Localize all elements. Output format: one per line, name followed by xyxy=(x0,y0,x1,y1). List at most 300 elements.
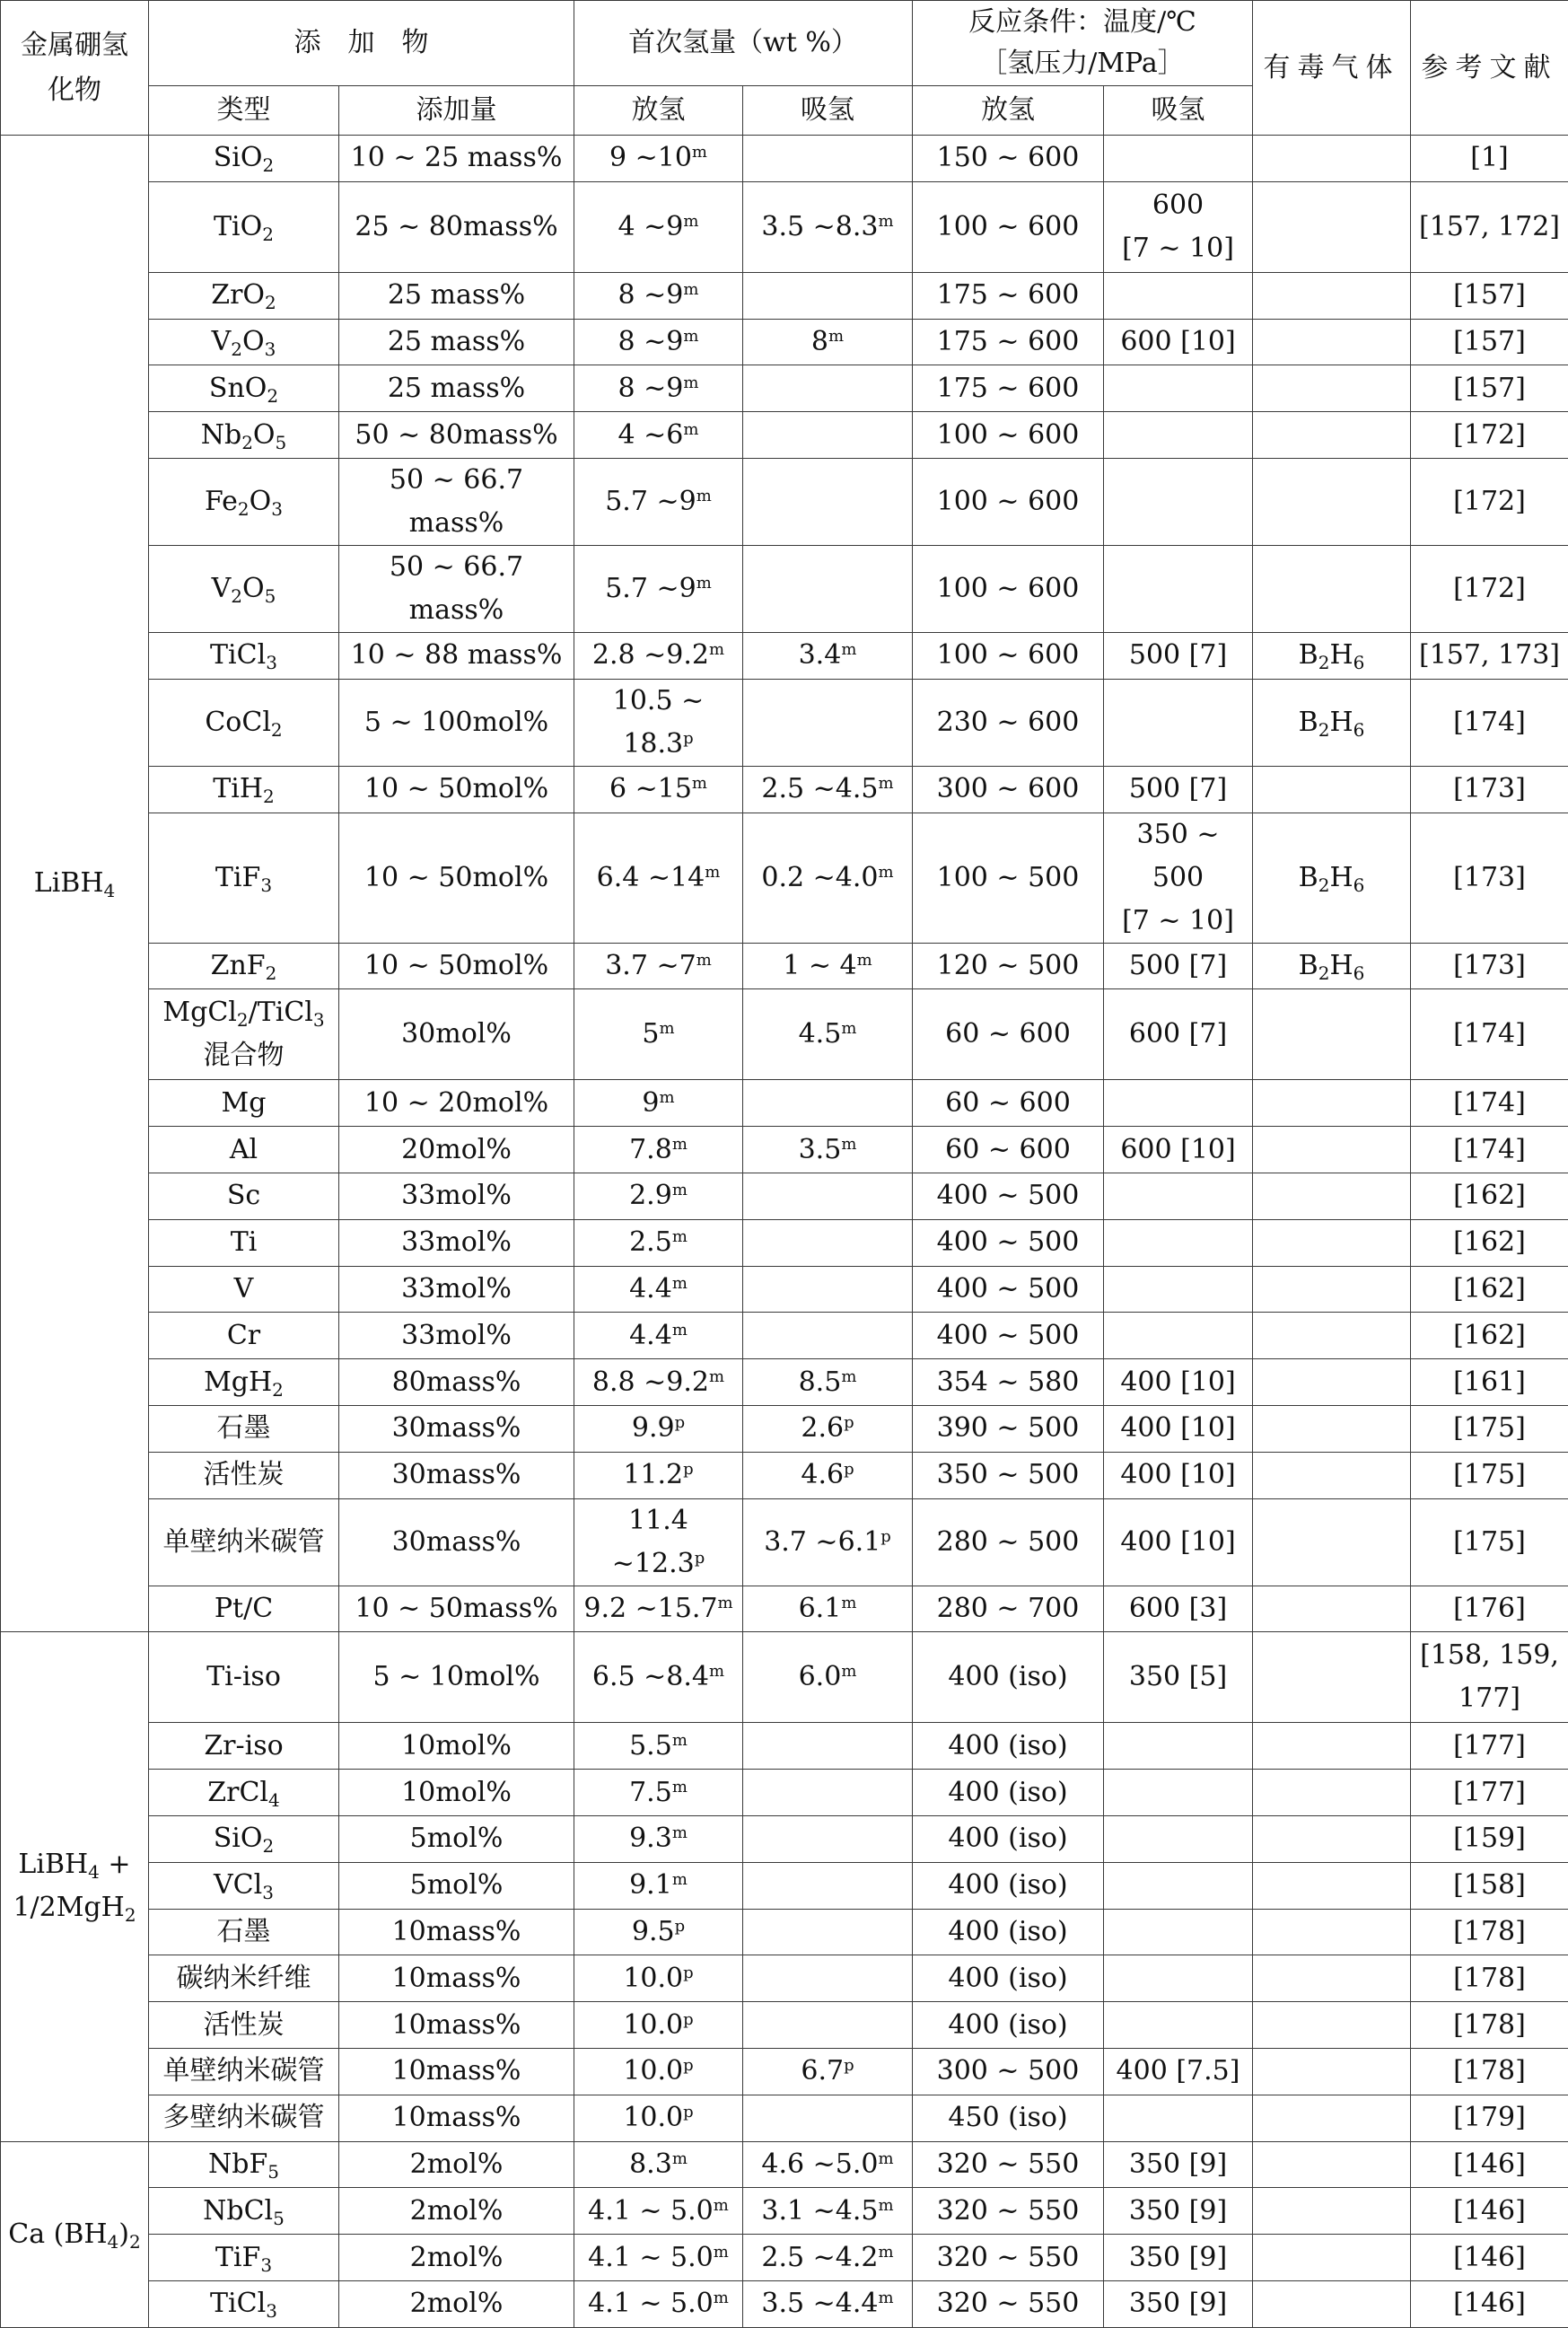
absorb-condition xyxy=(1104,1815,1253,1862)
release-condition: 320 ~ 550 xyxy=(913,2141,1104,2188)
table-body xyxy=(1,136,1568,2328)
release-capacity: 8 ~9$^m$ xyxy=(574,365,743,412)
additive-amount: 30mol% xyxy=(339,989,574,1080)
release-capacity: 2.8 ~9.2$^m$ xyxy=(574,632,743,679)
borohydride-group-name: Ca $(BH_4)_2$ xyxy=(1,2141,149,2327)
toxic-gas xyxy=(1253,1452,1411,1498)
release-capacity: 9.3$^m$ xyxy=(574,1815,743,1862)
reference: [157, 172] xyxy=(1411,181,1568,272)
toxic-gas xyxy=(1253,1080,1411,1127)
absorb-capacity: 8.5$^m$ xyxy=(743,1359,913,1406)
release-condition: 100 ~ 600 xyxy=(913,412,1104,459)
header-conditions-line2: ［氢压力/MPa］ xyxy=(916,43,1248,84)
header-absorb-condition: 吸氢 xyxy=(1104,86,1253,136)
additive-type: 活性炭 xyxy=(149,2002,339,2049)
reference: [162] xyxy=(1411,1266,1568,1313)
absorb-capacity xyxy=(743,272,913,319)
additive-amount: 33mol% xyxy=(339,1266,574,1313)
absorb-capacity: 4.6 ~5.0$^m$ xyxy=(743,2141,913,2188)
table-row xyxy=(1,943,1568,989)
table-row xyxy=(1,365,1568,412)
absorb-condition xyxy=(1104,1770,1253,1816)
absorb-condition xyxy=(1104,2002,1253,2049)
additive-type: CoCl$_2$ xyxy=(149,679,339,766)
reference: [158, 159, 177] xyxy=(1411,1632,1568,1723)
absorb-capacity: 6.1$^m$ xyxy=(743,1586,913,1632)
reference: [157] xyxy=(1411,365,1568,412)
additive-type: MgCl$_2$/TiCl$_3$ 混合物 xyxy=(149,989,339,1080)
additive-amount: 30mass% xyxy=(339,1498,574,1586)
absorb-capacity xyxy=(743,1770,913,1816)
toxic-gas xyxy=(1253,458,1411,545)
additive-type: SiO$_2$ xyxy=(149,136,339,182)
release-condition: 100 ~ 600 xyxy=(913,458,1104,545)
absorb-condition: 350 ~ 500 [7 ~ 10] xyxy=(1104,813,1253,943)
additive-type: Mg xyxy=(149,1080,339,1127)
release-capacity: 4.4$^m$ xyxy=(574,1313,743,1359)
reference: [178] xyxy=(1411,1909,1568,1955)
reference: [173] xyxy=(1411,943,1568,989)
table-row xyxy=(1,1498,1568,1586)
absorb-condition: 350 [5] xyxy=(1104,1632,1253,1723)
release-capacity: 4.4$^m$ xyxy=(574,1266,743,1313)
toxic-gas xyxy=(1253,1173,1411,1219)
additive-type: ZrO$_2$ xyxy=(149,272,339,319)
absorb-condition: 500 [7] xyxy=(1104,632,1253,679)
additive-amount: 20mol% xyxy=(339,1127,574,1173)
toxic-gas xyxy=(1253,1586,1411,1632)
release-condition: 100 ~ 600 xyxy=(913,632,1104,679)
additive-amount: 25 mass% xyxy=(339,272,574,319)
additive-type: $Fe_2O_3$ xyxy=(149,458,339,545)
release-condition: 175 ~ 600 xyxy=(913,272,1104,319)
release-capacity: 8 ~9$^m$ xyxy=(574,319,743,365)
toxic-gas xyxy=(1253,1219,1411,1266)
release-capacity: 9$^m$ xyxy=(574,1080,743,1127)
header-additive: 添 加 物 xyxy=(149,1,574,86)
release-condition: 354 ~ 580 xyxy=(913,1359,1104,1406)
absorb-condition xyxy=(1104,1909,1253,1955)
absorb-capacity: 2.6$^p$ xyxy=(743,1405,913,1452)
toxic-gas: $B_2H_6$ xyxy=(1253,943,1411,989)
absorb-capacity xyxy=(743,1815,913,1862)
absorb-condition xyxy=(1104,1955,1253,2002)
additive-amount: 33mol% xyxy=(339,1219,574,1266)
additive-amount: 2mol% xyxy=(339,2188,574,2235)
header-conditions xyxy=(913,1,1253,86)
header-reference: 参考文献 xyxy=(1411,1,1568,136)
additive-amount: 10 ~ 50mass% xyxy=(339,1586,574,1632)
reference: [174] xyxy=(1411,1080,1568,1127)
additive-amount: 33mol% xyxy=(339,1313,574,1359)
reference: [157] xyxy=(1411,272,1568,319)
toxic-gas xyxy=(1253,319,1411,365)
additive-type: NbCl$_5$ xyxy=(149,2188,339,2235)
toxic-gas xyxy=(1253,1909,1411,1955)
absorb-condition: 350 [9] xyxy=(1104,2235,1253,2281)
release-capacity: 5.5$^m$ xyxy=(574,1723,743,1770)
release-condition: 400 (iso) xyxy=(913,2002,1104,2049)
additive-type: VCl$_3$ xyxy=(149,1862,339,1909)
additive-type: V xyxy=(149,1266,339,1313)
release-capacity: 4.1 ~ 5.0$^m$ xyxy=(574,2235,743,2281)
additive-amount: 25 ~ 80mass% xyxy=(339,181,574,272)
absorb-capacity: 1 ~ 4$^m$ xyxy=(743,943,913,989)
release-capacity: 10.0$^p$ xyxy=(574,2002,743,2049)
reference: [157] xyxy=(1411,319,1568,365)
release-condition: 400 (iso) xyxy=(913,1862,1104,1909)
release-capacity: 5$^m$ xyxy=(574,989,743,1080)
release-condition: 60 ~ 600 xyxy=(913,989,1104,1080)
absorb-condition xyxy=(1104,136,1253,182)
additive-amount: 10mol% xyxy=(339,1770,574,1816)
reference: [146] xyxy=(1411,2235,1568,2281)
additive-amount: 10mass% xyxy=(339,2095,574,2141)
additive-amount: 10mass% xyxy=(339,1955,574,2002)
absorb-capacity xyxy=(743,545,913,632)
absorb-capacity xyxy=(743,1313,913,1359)
table-row xyxy=(1,1815,1568,1862)
additive-type: $Nb_2O_5$ xyxy=(149,412,339,459)
reference: [174] xyxy=(1411,989,1568,1080)
table-row xyxy=(1,679,1568,766)
absorb-condition xyxy=(1104,545,1253,632)
absorb-capacity: 8$^m$ xyxy=(743,319,913,365)
table-row xyxy=(1,766,1568,813)
additive-type: $V_2O_5$ xyxy=(149,545,339,632)
additive-amount: 5mol% xyxy=(339,1815,574,1862)
additive-type: Ti xyxy=(149,1219,339,1266)
release-capacity: 4 ~6$^m$ xyxy=(574,412,743,459)
additive-type: 多壁纳米碳管 xyxy=(149,2095,339,2141)
release-capacity: 9.9$^p$ xyxy=(574,1405,743,1452)
absorb-capacity: 0.2 ~4.0$^m$ xyxy=(743,813,913,943)
absorb-capacity xyxy=(743,1173,913,1219)
additive-amount: 10 ~ 50mol% xyxy=(339,813,574,943)
toxic-gas xyxy=(1253,2188,1411,2235)
absorb-condition xyxy=(1104,1173,1253,1219)
release-capacity: 10.0$^p$ xyxy=(574,2095,743,2141)
absorb-condition: 350 [9] xyxy=(1104,2141,1253,2188)
header-first-hydrogen: 首次氢量（wt %） xyxy=(574,1,913,86)
table-row xyxy=(1,136,1568,182)
table-row xyxy=(1,1127,1568,1173)
release-condition: 120 ~ 500 xyxy=(913,943,1104,989)
release-condition: 400 (iso) xyxy=(913,1909,1104,1955)
release-capacity: 9.1$^m$ xyxy=(574,1862,743,1909)
reference: [157, 173] xyxy=(1411,632,1568,679)
absorb-condition: 600 [3] xyxy=(1104,1586,1253,1632)
borohydride-group-name: LiBH$_4$ + 1/2MgH$_2$ xyxy=(1,1632,149,2141)
absorb-capacity: 6.7$^p$ xyxy=(743,2048,913,2095)
absorb-condition xyxy=(1104,1723,1253,1770)
release-capacity: 9 ~10$^m$ xyxy=(574,136,743,182)
header-toxic-gas: 有毒气体 xyxy=(1253,1,1411,136)
additive-amount: 10mass% xyxy=(339,2048,574,2095)
absorb-condition xyxy=(1104,679,1253,766)
table-row xyxy=(1,1955,1568,2002)
release-condition: 100 ~ 600 xyxy=(913,181,1104,272)
toxic-gas xyxy=(1253,1127,1411,1173)
toxic-gas xyxy=(1253,2002,1411,2049)
release-capacity: 7.8$^m$ xyxy=(574,1127,743,1173)
reference: [176] xyxy=(1411,1586,1568,1632)
release-condition: 400 ~ 500 xyxy=(913,1266,1104,1313)
additive-amount: 5 ~ 100mol% xyxy=(339,679,574,766)
additive-type: MgH$_2$ xyxy=(149,1359,339,1406)
additive-amount: 50 ~ 66.7 mass% xyxy=(339,545,574,632)
additive-amount: 10 ~ 25 mass% xyxy=(339,136,574,182)
absorb-capacity: 6.0$^m$ xyxy=(743,1632,913,1723)
additive-type: 石墨 xyxy=(149,1405,339,1452)
release-capacity: 7.5$^m$ xyxy=(574,1770,743,1816)
additive-type: 石墨 xyxy=(149,1909,339,1955)
reference: [178] xyxy=(1411,2048,1568,2095)
toxic-gas xyxy=(1253,412,1411,459)
absorb-capacity: 4.5$^m$ xyxy=(743,989,913,1080)
additive-amount: 30mass% xyxy=(339,1452,574,1498)
absorb-capacity xyxy=(743,1266,913,1313)
toxic-gas xyxy=(1253,1723,1411,1770)
absorb-capacity: 2.5 ~4.2$^m$ xyxy=(743,2235,913,2281)
reference: [178] xyxy=(1411,2002,1568,2049)
absorb-condition: 600 [10] xyxy=(1104,1127,1253,1173)
release-capacity: 4.1 ~ 5.0$^m$ xyxy=(574,2188,743,2235)
release-condition: 400 ~ 500 xyxy=(913,1313,1104,1359)
reference: [173] xyxy=(1411,813,1568,943)
additive-type: TiO$_2$ xyxy=(149,181,339,272)
release-condition: 400 (iso) xyxy=(913,1955,1104,2002)
toxic-gas xyxy=(1253,1359,1411,1406)
reference: [174] xyxy=(1411,679,1568,766)
absorb-condition: 400 [7.5] xyxy=(1104,2048,1253,2095)
table-row xyxy=(1,1723,1568,1770)
additive-amount: 50 ~ 66.7 mass% xyxy=(339,458,574,545)
toxic-gas xyxy=(1253,1313,1411,1359)
table-row xyxy=(1,2141,1568,2188)
additive-type: 单壁纳米碳管 xyxy=(149,2048,339,2095)
absorb-capacity: 3.5 ~8.3$^m$ xyxy=(743,181,913,272)
additive-amount: 10 ~ 20mol% xyxy=(339,1080,574,1127)
table-row xyxy=(1,989,1568,1080)
additive-type: $V_2O_3$ xyxy=(149,319,339,365)
release-capacity: 5.7 ~9$^m$ xyxy=(574,458,743,545)
additive-amount: 10mol% xyxy=(339,1723,574,1770)
header-amount: 添加量 xyxy=(339,86,574,136)
absorb-capacity xyxy=(743,2002,913,2049)
toxic-gas xyxy=(1253,1266,1411,1313)
additive-type: Zr-iso xyxy=(149,1723,339,1770)
absorb-capacity xyxy=(743,458,913,545)
table-row xyxy=(1,1080,1568,1127)
release-condition: 400 (iso) xyxy=(913,1815,1104,1862)
absorb-condition xyxy=(1104,458,1253,545)
absorb-capacity: 3.7 ~6.1$^p$ xyxy=(743,1498,913,1586)
additive-type: SnO$_2$ xyxy=(149,365,339,412)
absorb-condition xyxy=(1104,272,1253,319)
table-row xyxy=(1,2235,1568,2281)
table-row xyxy=(1,1452,1568,1498)
release-condition: 400 (iso) xyxy=(913,1632,1104,1723)
toxic-gas: $B_2H_6$ xyxy=(1253,813,1411,943)
absorb-capacity xyxy=(743,365,913,412)
table-row xyxy=(1,813,1568,943)
additive-type: Cr xyxy=(149,1313,339,1359)
release-condition: 150 ~ 600 xyxy=(913,136,1104,182)
release-capacity: 9.5$^p$ xyxy=(574,1909,743,1955)
additive-amount: 5mol% xyxy=(339,1862,574,1909)
additive-type: 碳纳米纤维 xyxy=(149,1955,339,2002)
release-condition: 400 ~ 500 xyxy=(913,1219,1104,1266)
release-capacity: 10.5 ~ 18.3$^p$ xyxy=(574,679,743,766)
additive-type: Pt/C xyxy=(149,1586,339,1632)
absorb-condition xyxy=(1104,1080,1253,1127)
absorb-capacity xyxy=(743,679,913,766)
additive-amount: 10mass% xyxy=(339,2002,574,2049)
reference: [161] xyxy=(1411,1359,1568,1406)
table-row xyxy=(1,1586,1568,1632)
reference: [175] xyxy=(1411,1498,1568,1586)
table-row xyxy=(1,1173,1568,1219)
release-condition: 400 ~ 500 xyxy=(913,1173,1104,1219)
toxic-gas xyxy=(1253,2280,1411,2327)
table-row xyxy=(1,1313,1568,1359)
table-row xyxy=(1,632,1568,679)
reference: [146] xyxy=(1411,2141,1568,2188)
reference: [175] xyxy=(1411,1405,1568,1452)
absorb-capacity xyxy=(743,1862,913,1909)
release-capacity: 2.5$^m$ xyxy=(574,1219,743,1266)
release-condition: 230 ~ 600 xyxy=(913,679,1104,766)
reference: [177] xyxy=(1411,1770,1568,1816)
additive-type: Ti-iso xyxy=(149,1632,339,1723)
absorb-capacity xyxy=(743,412,913,459)
additive-type: 活性炭 xyxy=(149,1452,339,1498)
additive-amount: 2mol% xyxy=(339,2141,574,2188)
toxic-gas xyxy=(1253,1862,1411,1909)
release-condition: 450 (iso) xyxy=(913,2095,1104,2141)
release-condition: 400 (iso) xyxy=(913,1723,1104,1770)
release-condition: 175 ~ 600 xyxy=(913,365,1104,412)
header-release: 放氢 xyxy=(574,86,743,136)
table-row xyxy=(1,1770,1568,1816)
additive-amount: 2mol% xyxy=(339,2280,574,2327)
release-condition: 320 ~ 550 xyxy=(913,2280,1104,2327)
additive-amount: 10 ~ 50mol% xyxy=(339,766,574,813)
release-condition: 280 ~ 500 xyxy=(913,1498,1104,1586)
release-capacity: 9.2 ~15.7$^m$ xyxy=(574,1586,743,1632)
toxic-gas xyxy=(1253,181,1411,272)
additive-type: TiF$_3$ xyxy=(149,813,339,943)
reference: [172] xyxy=(1411,458,1568,545)
toxic-gas xyxy=(1253,1498,1411,1586)
additive-amount: 10mass% xyxy=(339,1909,574,1955)
header-type: 类型 xyxy=(149,86,339,136)
release-capacity: 4 ~9$^m$ xyxy=(574,181,743,272)
additive-type: TiCl$_3$ xyxy=(149,2280,339,2327)
toxic-gas: $B_2H_6$ xyxy=(1253,632,1411,679)
reference: [177] xyxy=(1411,1723,1568,1770)
table-row xyxy=(1,181,1568,272)
absorb-condition xyxy=(1104,1266,1253,1313)
additive-type: ZnF$_2$ xyxy=(149,943,339,989)
reference: [173] xyxy=(1411,766,1568,813)
absorb-capacity: 2.5 ~4.5$^m$ xyxy=(743,766,913,813)
table-row xyxy=(1,1862,1568,1909)
toxic-gas xyxy=(1253,1955,1411,2002)
release-capacity: 10.0$^p$ xyxy=(574,2048,743,2095)
toxic-gas xyxy=(1253,365,1411,412)
reference: [162] xyxy=(1411,1219,1568,1266)
absorb-capacity: 4.6$^p$ xyxy=(743,1452,913,1498)
additive-type: SiO$_2$ xyxy=(149,1815,339,1862)
absorb-condition xyxy=(1104,1313,1253,1359)
additive-amount: 33mol% xyxy=(339,1173,574,1219)
release-capacity: 8.8 ~9.2$^m$ xyxy=(574,1359,743,1406)
reference: [162] xyxy=(1411,1173,1568,1219)
reference: [159] xyxy=(1411,1815,1568,1862)
release-capacity: 8 ~9$^m$ xyxy=(574,272,743,319)
header-metal-borohydride: 金属硼氢化物 xyxy=(1,1,149,136)
absorb-condition xyxy=(1104,412,1253,459)
table-row xyxy=(1,2188,1568,2235)
additive-amount: 50 ~ 80mass% xyxy=(339,412,574,459)
absorb-capacity: 3.5$^m$ xyxy=(743,1127,913,1173)
release-condition: 60 ~ 600 xyxy=(913,1127,1104,1173)
additive-amount: 30mass% xyxy=(339,1405,574,1452)
additive-amount: 5 ~ 10mol% xyxy=(339,1632,574,1723)
header-release-condition: 放氢 xyxy=(913,86,1104,136)
toxic-gas xyxy=(1253,545,1411,632)
additive-amount: 10 ~ 88 mass% xyxy=(339,632,574,679)
absorb-capacity xyxy=(743,1219,913,1266)
reference: [146] xyxy=(1411,2280,1568,2327)
additive-amount: 25 mass% xyxy=(339,365,574,412)
additive-amount: 10 ~ 50mol% xyxy=(339,943,574,989)
release-capacity: 10.0$^p$ xyxy=(574,1955,743,2002)
release-condition: 100 ~ 500 xyxy=(913,813,1104,943)
release-condition: 320 ~ 550 xyxy=(913,2188,1104,2235)
table-row xyxy=(1,1266,1568,1313)
absorb-capacity: 3.4$^m$ xyxy=(743,632,913,679)
release-condition: 60 ~ 600 xyxy=(913,1080,1104,1127)
toxic-gas xyxy=(1253,272,1411,319)
additive-type: TiCl$_3$ xyxy=(149,632,339,679)
release-capacity: 6.4 ~14$^m$ xyxy=(574,813,743,943)
absorb-condition: 400 [10] xyxy=(1104,1359,1253,1406)
absorb-condition xyxy=(1104,1219,1253,1266)
absorb-condition: 500 [7] xyxy=(1104,943,1253,989)
release-condition: 350 ~ 500 xyxy=(913,1452,1104,1498)
release-capacity: 8.3$^m$ xyxy=(574,2141,743,2188)
reference: [172] xyxy=(1411,412,1568,459)
table-row xyxy=(1,2280,1568,2327)
release-condition: 100 ~ 600 xyxy=(913,545,1104,632)
absorb-condition xyxy=(1104,2095,1253,2141)
reference: [179] xyxy=(1411,2095,1568,2141)
toxic-gas xyxy=(1253,766,1411,813)
additive-type: NbF$_5$ xyxy=(149,2141,339,2188)
absorb-condition: 350 [9] xyxy=(1104,2188,1253,2235)
table-row xyxy=(1,2048,1568,2095)
header-absorb: 吸氢 xyxy=(743,86,913,136)
reference: [1] xyxy=(1411,136,1568,182)
toxic-gas xyxy=(1253,136,1411,182)
table-row xyxy=(1,1405,1568,1452)
release-capacity: 11.2$^p$ xyxy=(574,1452,743,1498)
table-row xyxy=(1,545,1568,632)
table-row xyxy=(1,2002,1568,2049)
